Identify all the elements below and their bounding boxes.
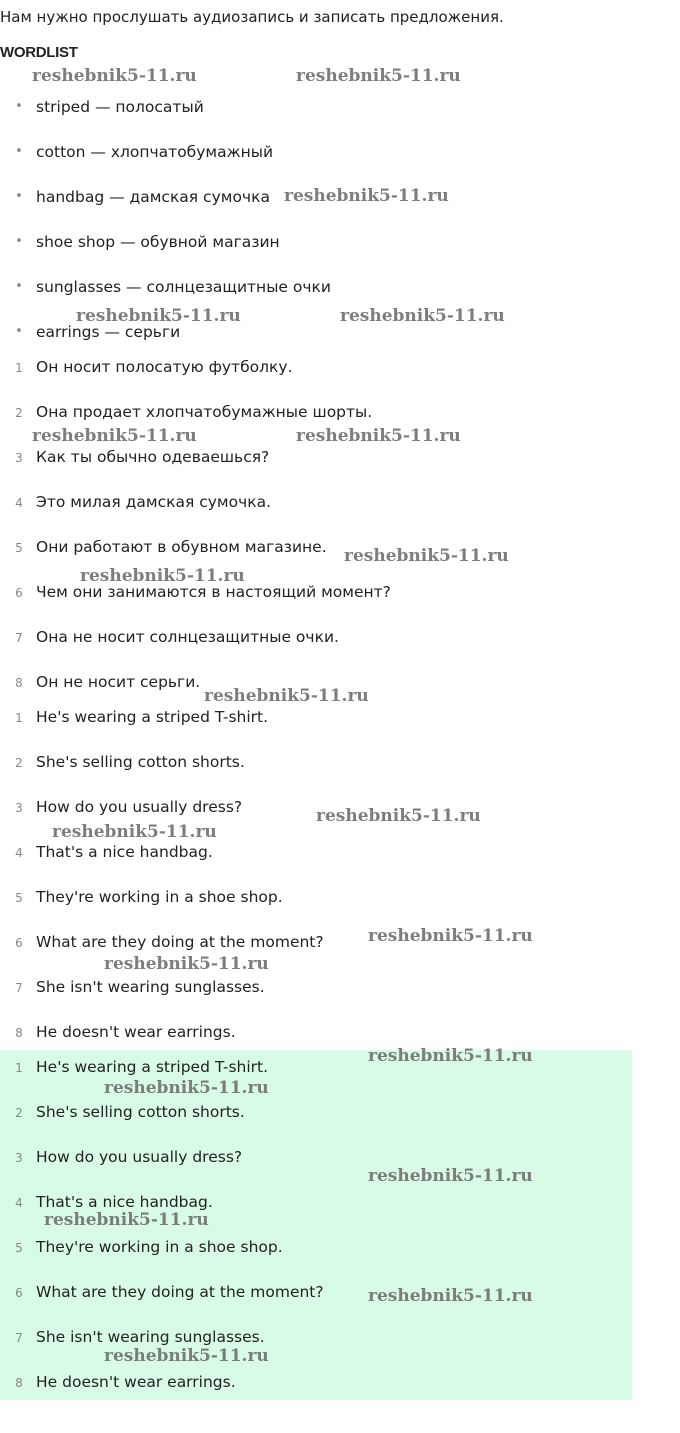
item-number: 6: [15, 1286, 23, 1300]
list-item: [0, 1371, 632, 1395]
bullet-icon: •: [15, 99, 23, 114]
sentence-text: Она не носит солнцезащитные очки.: [36, 628, 339, 646]
wordlist-item: [0, 96, 632, 120]
list-item: [0, 356, 632, 380]
sentence-text: She's selling cotton shorts.: [36, 1103, 245, 1121]
wordlist-item-text: cotton — хлопчатобумажный: [36, 143, 274, 161]
list-item: [0, 1326, 632, 1350]
watermark: reshebnik5-11.ru: [296, 66, 461, 86]
list-item: [0, 626, 632, 650]
item-number: 6: [15, 936, 23, 950]
list-item: [0, 1056, 632, 1080]
sentence-text: Это милая дамская сумочка.: [36, 493, 272, 511]
item-number: 4: [15, 846, 23, 860]
wordlist-item: [0, 231, 632, 255]
item-number: 5: [15, 891, 23, 905]
sentence-text: She's selling cotton shorts.: [36, 753, 245, 771]
wordlist-item-text: shoe shop — обувной магазин: [36, 233, 280, 251]
item-number: 8: [15, 1376, 23, 1390]
list-item: [0, 1146, 632, 1170]
watermark: reshebnik5-11.ru: [340, 306, 505, 326]
sentence-text: How do you usually dress?: [36, 798, 243, 816]
item-number: 7: [15, 631, 23, 645]
item-number: 7: [15, 981, 23, 995]
watermark: reshebnik5-11.ru: [32, 66, 197, 86]
item-number: 8: [15, 676, 23, 690]
list-item: [0, 841, 632, 865]
watermark: reshebnik5-11.ru: [204, 686, 369, 706]
watermark: reshebnik5-11.ru: [32, 426, 197, 446]
wordlist-item: [0, 141, 632, 165]
item-number: 3: [15, 801, 23, 815]
sentence-text: How do you usually dress?: [36, 1148, 243, 1166]
item-number: 4: [15, 496, 23, 510]
item-number: 2: [15, 406, 23, 420]
sentence-text: That's a nice handbag.: [36, 1193, 213, 1211]
sentence-text: Он не носит серьги.: [36, 673, 201, 691]
item-number: 1: [15, 361, 23, 375]
watermark: reshebnik5-11.ru: [80, 566, 245, 586]
item-number: 2: [15, 756, 23, 770]
wordlist-item-text: earrings — серьги: [36, 323, 181, 341]
item-number: 6: [15, 586, 23, 600]
item-number: 5: [15, 1241, 23, 1255]
sentence-text: What are they doing at the moment?: [36, 1283, 324, 1301]
watermark: reshebnik5-11.ru: [104, 1346, 269, 1366]
sentence-text: He doesn't wear earrings.: [36, 1023, 236, 1041]
list-item: [0, 536, 632, 560]
wordlist-item-text: striped — полосатый: [36, 98, 204, 116]
wordlist-item-text: sunglasses — солнцезащитные очки: [36, 278, 331, 296]
sentence-text: He doesn't wear earrings.: [36, 1373, 236, 1391]
sentence-text: He's wearing a striped T-shirt.: [36, 1058, 269, 1076]
sentence-text: He's wearing a striped T-shirt.: [36, 708, 269, 726]
sentence-text: They're working in a shoe shop.: [36, 888, 283, 906]
item-number: 1: [15, 1061, 23, 1075]
item-number: 7: [15, 1331, 23, 1345]
sentence-text: Чем они занимаются в настоящий момент?: [36, 583, 391, 601]
watermark: reshebnik5-11.ru: [368, 1046, 533, 1066]
watermark: reshebnik5-11.ru: [284, 186, 449, 206]
watermark: reshebnik5-11.ru: [76, 306, 241, 326]
item-number: 4: [15, 1196, 23, 1210]
list-item: [0, 491, 632, 515]
item-number: 2: [15, 1106, 23, 1120]
item-number: 8: [15, 1026, 23, 1040]
bullet-icon: •: [15, 324, 23, 339]
wordlist-item: [0, 276, 632, 300]
intro-text: Нам нужно прослушать аудиозапись и записать предложения.: [0, 8, 504, 26]
bullet-icon: •: [15, 279, 23, 294]
sentence-text: That's a nice handbag.: [36, 843, 213, 861]
list-item: [0, 751, 632, 775]
sentence-text: Она продает хлопчатобумажные шорты.: [36, 403, 373, 421]
watermark: reshebnik5-11.ru: [368, 926, 533, 946]
sentence-text: Он носит полосатую футболку.: [36, 358, 293, 376]
item-number: 3: [15, 1151, 23, 1165]
list-item: [0, 1101, 632, 1125]
watermark: reshebnik5-11.ru: [104, 954, 269, 974]
item-number: 1: [15, 711, 23, 725]
watermark: reshebnik5-11.ru: [52, 822, 217, 842]
watermark: reshebnik5-11.ru: [296, 426, 461, 446]
list-item: [0, 1021, 632, 1045]
sentence-text: Они работают в обувном магазине.: [36, 538, 327, 556]
wordlist-item-text: handbag — дамская сумочка: [36, 188, 270, 206]
wordlist-heading: WORDLIST: [0, 44, 78, 61]
list-item: [0, 976, 632, 1000]
sentence-text: They're working in a shoe shop.: [36, 1238, 283, 1256]
watermark: reshebnik5-11.ru: [316, 806, 481, 826]
sentence-text: She isn't wearing sunglasses.: [36, 1328, 265, 1346]
bullet-icon: •: [15, 189, 23, 204]
list-item: [0, 446, 632, 470]
watermark: reshebnik5-11.ru: [368, 1166, 533, 1186]
list-item: [0, 706, 632, 730]
list-item: [0, 401, 632, 425]
sentence-text: Как ты обычно одеваешься?: [36, 448, 270, 466]
bullet-icon: •: [15, 144, 23, 159]
list-item: [0, 886, 632, 910]
list-item: [0, 1236, 632, 1260]
watermark: reshebnik5-11.ru: [44, 1210, 209, 1230]
item-number: 3: [15, 451, 23, 465]
watermark: reshebnik5-11.ru: [104, 1078, 269, 1098]
watermark: reshebnik5-11.ru: [368, 1286, 533, 1306]
watermark: reshebnik5-11.ru: [344, 546, 509, 566]
list-item: [0, 1281, 632, 1305]
sentence-text: She isn't wearing sunglasses.: [36, 978, 265, 996]
list-item: [0, 931, 632, 955]
sentence-text: What are they doing at the moment?: [36, 933, 324, 951]
item-number: 5: [15, 541, 23, 555]
bullet-icon: •: [15, 234, 23, 249]
